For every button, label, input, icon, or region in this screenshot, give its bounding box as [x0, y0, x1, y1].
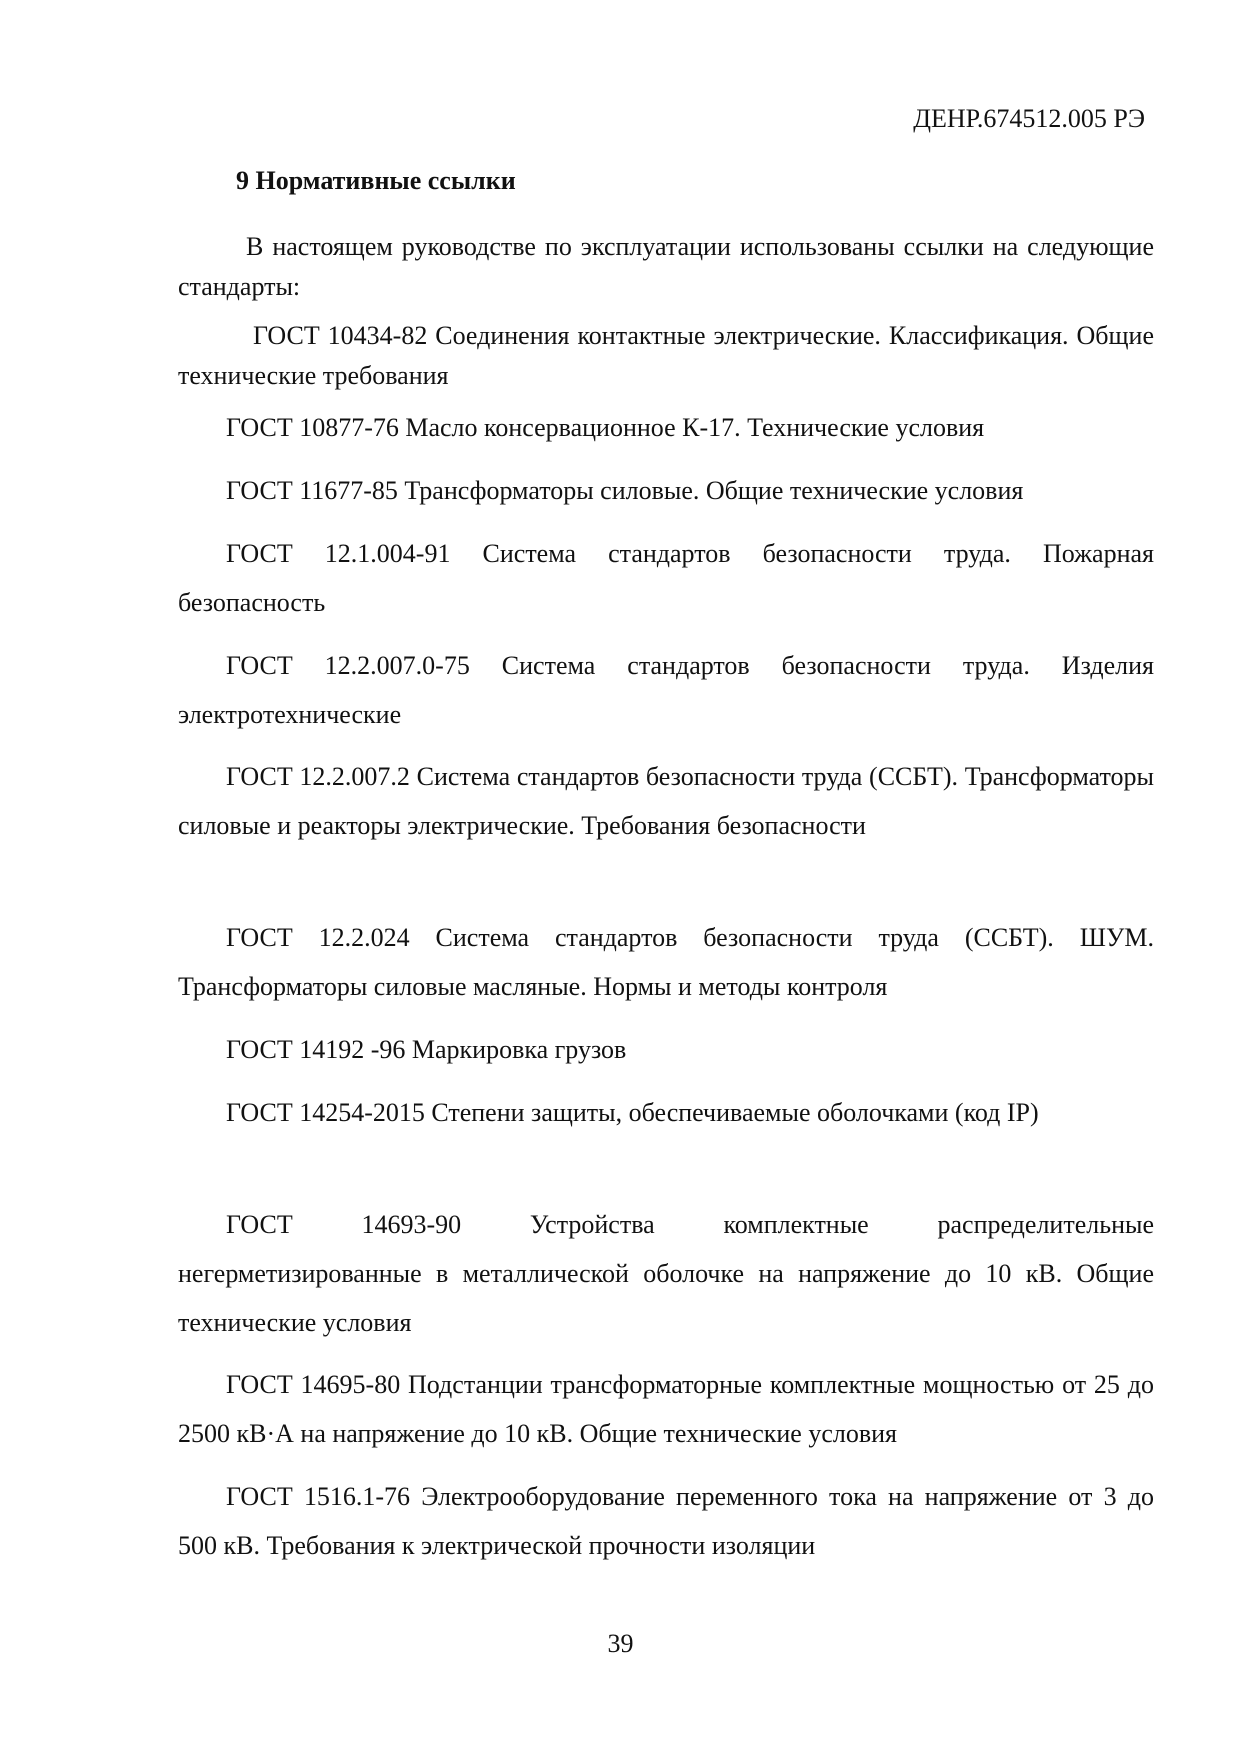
- reference-item: ГОСТ 11677-85 Трансформаторы силовые. Общие технические условия: [226, 476, 1024, 505]
- reference-item: ГОСТ 1516.1-76 Электрооборудование переменного тока на напряжение от 3 до 500 кВ. Требования к электрической прочности изоляции: [178, 1482, 1154, 1560]
- reference-item: ГОСТ 12.2.024 Система стандартов безопасности труда (ССБТ). ШУМ. Трансформаторы силовые масляные. Нормы и методы контроля: [178, 923, 1154, 1001]
- document-code: ДЕНР.674512.005 РЭ: [913, 104, 1145, 133]
- intro-paragraph: В настоящем руководстве по эксплуатации использованы ссылки на следующие стандарты:: [178, 232, 1154, 301]
- reference-item: ГОСТ 14254-2015 Степени защиты, обеспечиваемые оболочками (код IP): [226, 1098, 1039, 1127]
- reference-item: ГОСТ 14693-90 Устройства комплектные распределительные негерметизированные в металлической оболочке на напряжение до 10 кВ. Общие технические условия: [178, 1210, 1154, 1337]
- page-number: 39: [607, 1629, 634, 1658]
- reference-item: ГОСТ 12.2.007.0-75 Система стандартов безопасности труда. Изделия электротехнические: [178, 651, 1154, 729]
- section-title: 9 Нормативные ссылки: [236, 166, 516, 195]
- reference-item: ГОСТ 12.1.004-91 Система стандартов безопасности труда. Пожарная безопасность: [178, 539, 1154, 617]
- reference-item: ГОСТ 10877-76 Масло консервационное К-17. Технические условия: [226, 413, 985, 442]
- reference-item: ГОСТ 10434-82 Соединения контактные электрические. Классификация. Общие технические требования: [178, 321, 1154, 390]
- reference-item: ГОСТ 14192 -96 Маркировка грузов: [226, 1035, 627, 1064]
- reference-item: ГОСТ 12.2.007.2 Система стандартов безопасности труда (ССБТ). Трансформаторы силовые и реакторы электрические. Требования безопасности: [178, 762, 1154, 840]
- reference-item: ГОСТ 14695-80 Подстанции трансформаторные комплектные мощностью от 25 до 2500 кВ·А на напряжение до 10 кВ. Общие технические условия: [178, 1370, 1154, 1448]
